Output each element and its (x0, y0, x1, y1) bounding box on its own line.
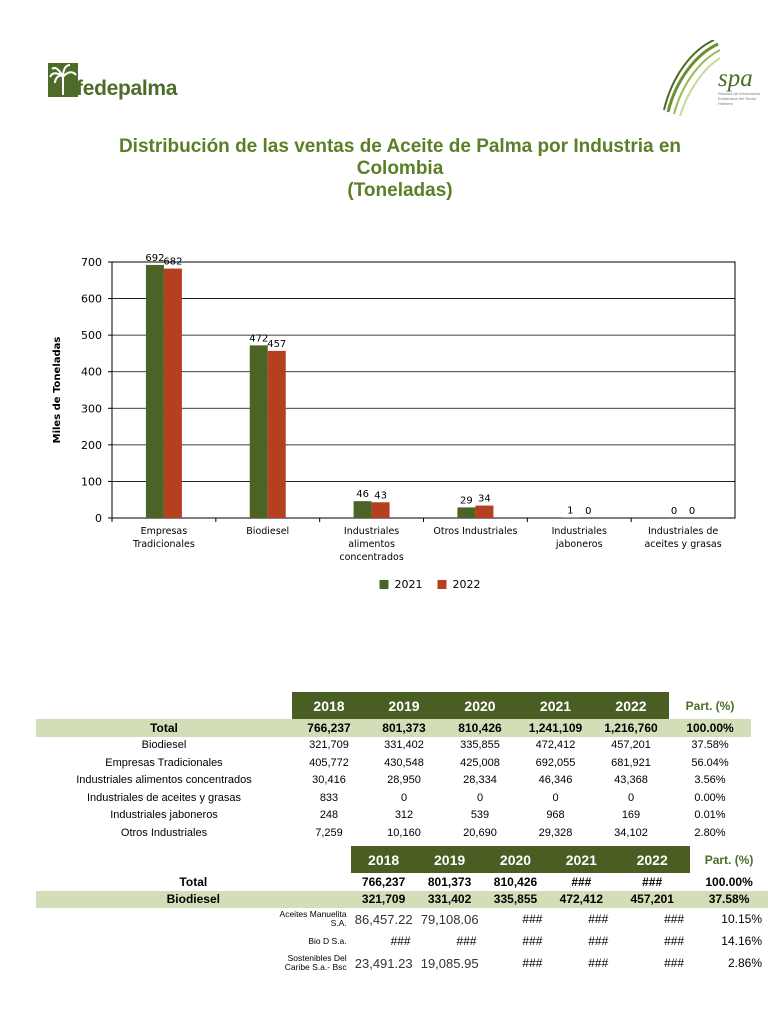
x-category-label: Tradicionales (133, 539, 195, 550)
row-label: Biodiesel (36, 891, 351, 909)
table-cell: 0 (476, 791, 484, 804)
data-label: 34 (478, 493, 491, 505)
table-cell: 801,373 (427, 874, 472, 889)
table-cell: ### (571, 874, 592, 889)
y-tick-label: 600 (81, 292, 102, 306)
row-label: Industriales de aceites y grasas (86, 791, 242, 804)
table-row (36, 824, 751, 842)
biodiesel-detail-table (36, 846, 768, 974)
table-cell: ### (588, 934, 609, 948)
year-header: 2021 (518, 692, 593, 719)
table-cell: 457,201 (611, 739, 651, 752)
y-tick-label: 300 (81, 402, 102, 416)
year-header: 2022 (593, 692, 669, 719)
x-category-label: Industriales (551, 526, 607, 537)
bar (268, 351, 286, 518)
company-name-line: Caribe S.a.- Bsc (284, 962, 347, 972)
table-cell: 56.04% (691, 756, 729, 769)
bar (146, 265, 164, 518)
page-title (60, 136, 740, 202)
y-tick-label: 0 (95, 512, 102, 525)
bar (372, 502, 390, 518)
row-label: Total (179, 874, 208, 889)
company-name-line: Aceites Manuelita (279, 909, 347, 919)
table-cell: 29,328 (538, 826, 573, 839)
data-label: 457 (267, 338, 287, 350)
table-cell: 19,085.95 (420, 955, 479, 971)
x-category-label: Industriales (343, 526, 400, 537)
company-row (36, 908, 768, 930)
y-axis-label: Miles de Toneladas (52, 336, 63, 444)
palm-tree-icon (46, 57, 80, 101)
biodiesel-row (36, 891, 768, 909)
table-cell: 457,201 (614, 891, 690, 909)
table-cell: 37.58% (690, 891, 768, 909)
table-cell: 766,237 (292, 719, 366, 737)
x-category-label: Biodiesel (246, 526, 290, 537)
company-name-line: Bio D S.a. (308, 935, 347, 946)
year-header: 2020 (442, 692, 518, 719)
company-name-line: Sostenibles Del (287, 953, 347, 963)
x-category-label: alimentos (348, 539, 395, 550)
table-cell: 766,237 (361, 874, 406, 889)
title-line-3: (Toneladas) (347, 180, 453, 201)
table-cell: 20,690 (463, 826, 497, 839)
table-cell: 321,709 (309, 739, 349, 752)
y-tick-label: 500 (81, 329, 102, 343)
total-row (36, 873, 768, 891)
table-cell: 248 (319, 809, 339, 822)
header-blank (36, 692, 292, 719)
bar (457, 507, 475, 518)
x-category-label: Empresas (140, 526, 188, 537)
part-header: Part. (%) (685, 698, 735, 713)
sales-bar-chart (40, 250, 760, 610)
sispa-wordmark: spa (718, 65, 753, 92)
legend-label: 2022 (452, 578, 481, 591)
data-label: 682 (163, 256, 183, 268)
year-header: 2020 (483, 846, 549, 873)
title-line-1: Distribución de las ventas de Aceite de Palma por Industria en (118, 136, 682, 157)
table-cell: 472,412 (548, 891, 614, 909)
company-label-spacer (36, 952, 275, 974)
year-header: 2019 (417, 846, 483, 873)
table-cell: 100.00% (705, 874, 753, 889)
x-category-label: concentrados (339, 552, 404, 563)
table-cell: 14.16% (721, 934, 762, 948)
legend-swatch (438, 580, 447, 589)
bar (475, 506, 493, 518)
x-category-label: aceites y grasas (644, 539, 722, 550)
data-label: 472 (249, 333, 269, 345)
table-cell: 331,402 (417, 891, 483, 909)
table-cell: 810,426 (493, 874, 538, 889)
table-cell: 7,259 (315, 826, 343, 839)
row-label: Empresas Tradicionales (105, 756, 223, 769)
table-cell: 692,055 (535, 756, 576, 769)
company-name-line: S.A. (330, 918, 347, 928)
total-row (36, 719, 751, 737)
table-cell: 79,108.06 (420, 911, 479, 927)
year-header: 2019 (366, 692, 442, 719)
y-tick-label: 100 (81, 475, 102, 489)
data-label: 29 (460, 495, 473, 507)
row-label: Total (36, 719, 292, 737)
table-cell: ### (664, 912, 685, 926)
year-header: 2018 (292, 692, 366, 719)
fedepalma-wordmark: fedepalma (76, 77, 178, 100)
table-cell: 37.58% (691, 739, 729, 752)
part-header: Part. (%) (704, 852, 754, 867)
table-cell: ### (588, 956, 609, 970)
table-cell: ### (522, 912, 543, 926)
bar (354, 501, 372, 518)
table-cell: 801,373 (366, 719, 442, 737)
year-header: 2021 (548, 846, 614, 873)
table-cell: 430,548 (384, 756, 424, 769)
data-label: 692 (145, 252, 165, 264)
table-cell: 425,008 (460, 756, 500, 769)
table-cell: ### (588, 912, 609, 926)
x-category-label: Otros Industriales (433, 526, 518, 537)
table-cell: 539 (470, 809, 490, 822)
table-cell: 2.80% (694, 826, 726, 839)
table-cell: 23,491.23 (354, 955, 413, 971)
company-name (275, 952, 351, 974)
table-cell: 169 (621, 809, 641, 822)
table-cell: 681,921 (611, 756, 651, 769)
table-cell: 86,457.22 (354, 911, 413, 927)
sales-summary-table (36, 692, 751, 842)
table-cell: 0 (552, 791, 559, 804)
table-cell: 3.56% (694, 774, 726, 787)
table-header-row (36, 692, 751, 719)
table-cell: 2.86% (727, 956, 762, 970)
table-cell: 46,346 (538, 774, 573, 787)
table-row (36, 789, 751, 807)
table-header-row (36, 846, 768, 873)
table-cell: 0.01% (694, 809, 726, 822)
bar (164, 269, 182, 518)
table-cell: 30,416 (312, 774, 346, 787)
table-cell: 335,855 (460, 739, 500, 752)
table-cell: 0 (627, 791, 635, 804)
table-cell: ### (664, 956, 685, 970)
title-line-2: Colombia (356, 158, 444, 179)
table-cell: 312 (394, 809, 414, 822)
table-cell: 10.15% (721, 912, 762, 926)
table-cell: 472,412 (535, 739, 576, 752)
table-row (36, 807, 751, 825)
company-name (275, 930, 351, 952)
table-cell: ### (642, 874, 663, 889)
plot-area (112, 262, 735, 518)
sispa-logo (658, 38, 768, 122)
table-cell: ### (522, 934, 543, 948)
data-label: 1 (567, 505, 574, 517)
company-name (275, 908, 351, 930)
company-row (36, 952, 768, 974)
table-cell: 833 (319, 791, 339, 804)
table-cell: 335,855 (483, 891, 549, 909)
x-category-label: Industriales de (647, 526, 719, 537)
table-cell: 43,368 (614, 774, 648, 787)
data-label: 0 (688, 506, 696, 517)
year-header: 2018 (351, 846, 417, 873)
table-cell: ### (664, 934, 685, 948)
table-row (36, 754, 751, 772)
table-cell: 331,402 (384, 739, 424, 752)
swoosh-icon (662, 40, 722, 120)
row-label: Biodiesel (141, 739, 187, 752)
row-label: Industriales alimentos concentrados (76, 774, 252, 787)
table-cell: 28,950 (387, 774, 421, 787)
table-cell: ### (522, 956, 543, 970)
company-label-spacer (36, 930, 275, 952)
row-label: Otros Industriales (120, 826, 208, 839)
company-row (36, 930, 768, 952)
header-blank (36, 846, 275, 873)
table-row (36, 772, 751, 790)
table-cell: 321,709 (351, 891, 417, 909)
data-label: 0 (670, 506, 678, 517)
data-label: 46 (356, 489, 369, 501)
row-label: Industriales jaboneros (110, 809, 218, 822)
legend-label: 2021 (394, 578, 423, 591)
x-category-label: jaboneros (555, 539, 603, 550)
y-tick-label: 400 (81, 365, 102, 379)
legend-swatch (380, 580, 389, 589)
table-cell: 100.00% (669, 719, 751, 737)
table-cell: 10,160 (387, 826, 421, 839)
y-tick-label: 700 (81, 256, 102, 269)
y-tick-label: 200 (81, 438, 102, 452)
data-label: 0 (585, 506, 592, 517)
table-cell: 0 (400, 791, 408, 804)
table-cell: 1,241,109 (518, 719, 593, 737)
table-cell: 28,334 (463, 774, 497, 787)
table-cell: ### (456, 934, 477, 948)
table-cell: 1,216,760 (593, 719, 669, 737)
sispa-caption: Sistema de Información Estadística del Sector Palmero (718, 91, 761, 106)
chart-canvas (40, 250, 760, 610)
table-cell: 810,426 (442, 719, 518, 737)
company-label-spacer (36, 908, 275, 930)
table-cell: 34,102 (614, 826, 648, 839)
fedepalma-logo (46, 55, 206, 105)
table-cell: 968 (546, 809, 565, 822)
table-row (36, 737, 751, 755)
data-label: 43 (374, 490, 387, 502)
table-cell: 405,772 (309, 756, 349, 769)
header-blank (275, 846, 351, 873)
bar (250, 345, 268, 518)
table-cell: ### (390, 934, 411, 948)
year-header: 2022 (614, 846, 690, 873)
table-cell: 0.00% (694, 791, 726, 804)
